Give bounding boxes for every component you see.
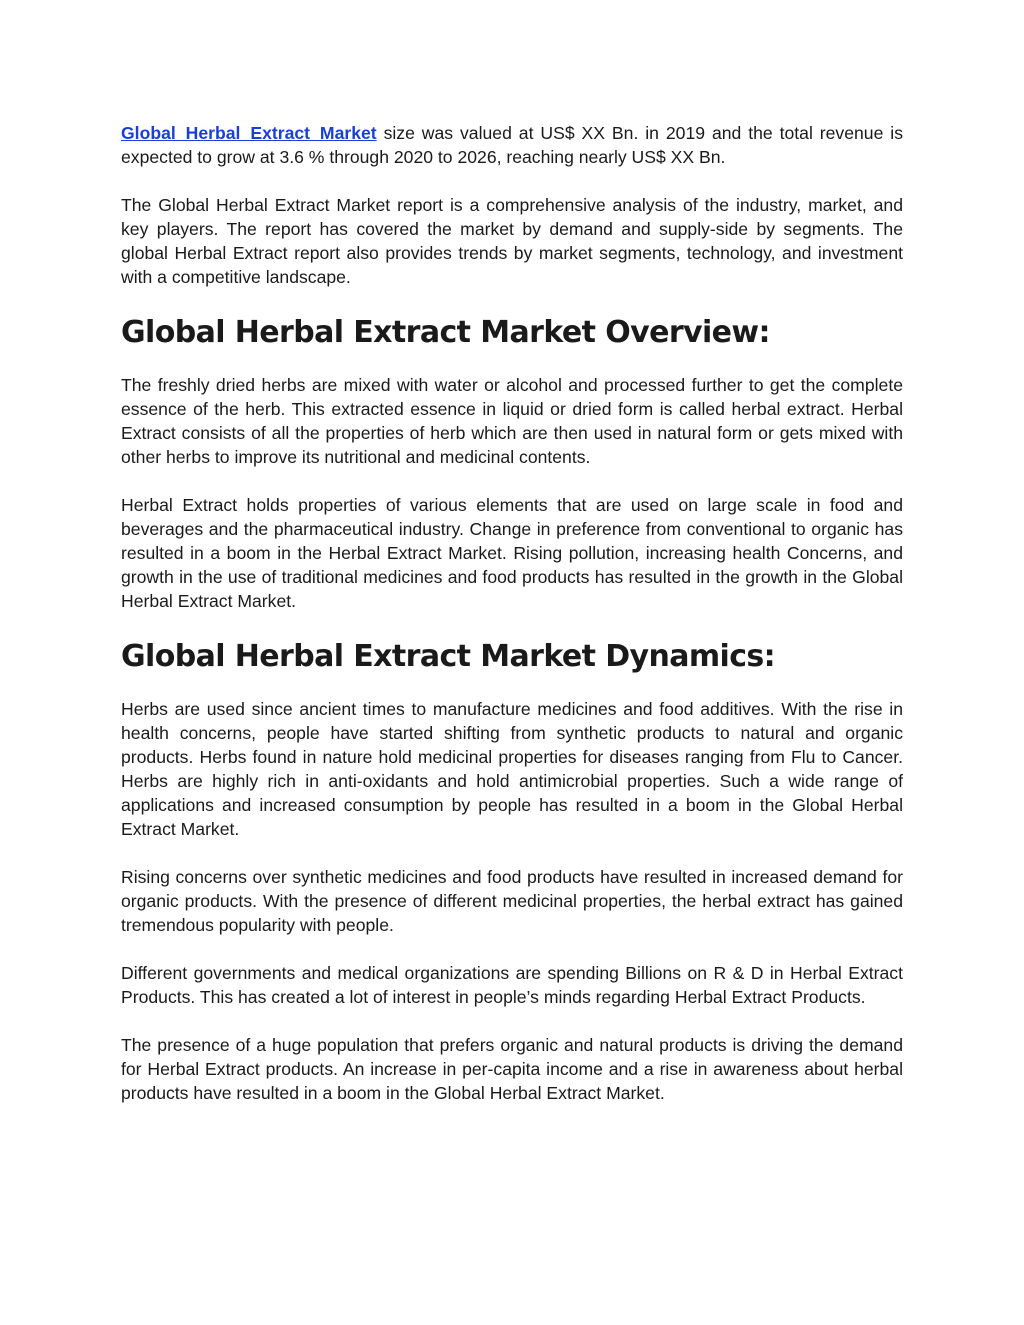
- document-page: [121, 121, 903, 1129]
- dynamics-paragraph-4: The presence of a huge population that prefers organic and natural products is driving the demand for Herbal Extract products. An increase in per-capita income and a rise in awareness about herbal products have resulted in a boom in the Global Herbal Extract Market.: [121, 1035, 903, 1103]
- intro-paragraph: [121, 121, 903, 169]
- market-link[interactable]: Global Herbal Extract Market: [121, 123, 377, 143]
- dynamics-heading: Global Herbal Extract Market Dynamics:: [121, 639, 776, 674]
- dynamics-paragraph-1: Herbs are used since ancient times to manufacture medicines and food additives. With the rise in health concerns, people have started shifting from synthetic products to natural and organic products. Herbs found in nature hold medicinal properties for diseases ranging from Flu to Cancer. Herbs are highly rich in anti-oxidants and hold antimicrobial properties. Such a wide range of applications and increased consumption by people has resulted in a boom in the Global Herbal Extract Market.: [121, 699, 903, 839]
- overview-paragraph-2: Herbal Extract holds properties of various elements that are used on large scale in food and beverages and the pharmaceutical industry. Change in preference from conventional to organic has resulted in a boom in the Herbal Extract Market. Rising pollution, increasing health Concerns, and growth in the use of traditional medicines and food products has resulted in the growth in the Global Herbal Extract Market.: [121, 495, 903, 611]
- dynamics-paragraph-3: Different governments and medical organizations are spending Billions on R & D in Herbal Extract Products. This has created a lot of interest in people’s minds regarding Herbal Extract Products.: [121, 963, 903, 1007]
- intro-text: size was valued at US$ XX Bn. in 2019 and the total revenue is expected to grow at 3.6 % through 2020 to 2026, reaching nearly US$ XX Bn.: [121, 123, 903, 167]
- dynamics-paragraph-2: Rising concerns over synthetic medicines and food products have resulted in increased demand for organic products. With the presence of different medicinal properties, the herbal extract has gained tremendous popularity with people.: [121, 867, 903, 935]
- report-paragraph: The Global Herbal Extract Market report is a comprehensive analysis of the industry, market, and key players. The report has covered the market by demand and supply-side by segments. The global Herbal Extract report also provides trends by market segments, technology, and investment with a competitive landscape.: [121, 195, 903, 287]
- overview-heading: Global Herbal Extract Market Overview:: [121, 315, 770, 350]
- overview-paragraph-1: The freshly dried herbs are mixed with water or alcohol and processed further to get the complete essence of the herb. This extracted essence in liquid or dried form is called herbal extract. Herbal Extract consists of all the properties of herb which are then used in natural form or gets mixed with other herbs to improve its nutritional and medicinal contents.: [121, 375, 903, 467]
